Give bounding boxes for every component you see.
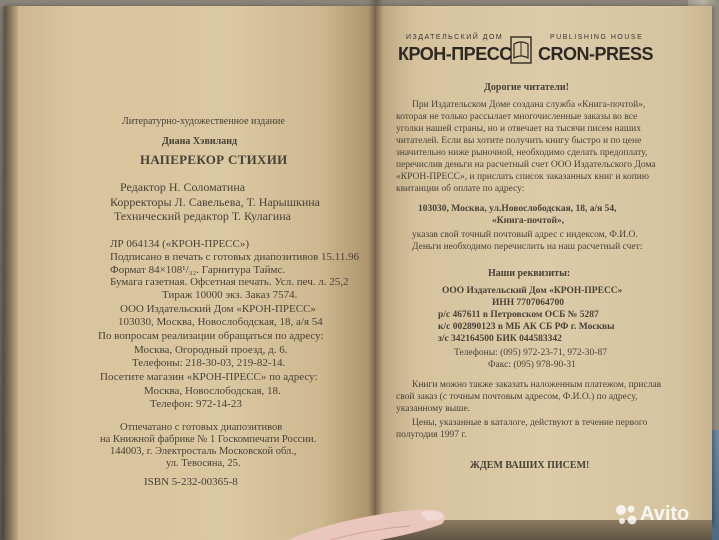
left-line-signed: Подписано в печать с готовых диапозитивов 15.11.96 [110, 251, 360, 263]
left-line-isbn: ISBN 5-232-00365-8 [144, 476, 238, 488]
intro-line-2: которая не только рассылает многочисленные заказы во все [396, 112, 638, 122]
intro-line-6: перечислив деньги на расчетный счет ООО Издательского Дома [396, 160, 656, 170]
left-line-print-run: Тираж 10000 экз. Заказ 7574. [162, 289, 298, 301]
intro-line-7: «КРОН-ПРЕСС», и прислать список заказанных книг и копию [396, 172, 649, 182]
left-line-correctors: Корректоры Л. Савельева, Т. Нарышкина [110, 195, 320, 209]
left-line-printed-from: Отпечатано с готовых диапозитивов [120, 422, 283, 433]
left-line-publisher-address: 103030, Москва, Новослободская, 18, а/я 54 [118, 316, 323, 328]
requisites-line-4: к/с 002890123 в МБ АК СБ РФ г. Москвы [438, 322, 615, 332]
phones-line: Телефоны: (095) 972-23-71, 972-30-87 [454, 348, 607, 358]
logo-small-left: ИЗДАТЕЛЬСКИЙ ДОМ [406, 34, 504, 41]
requisites-line-3: р/с 467611 в Петровском ОСБ № 5287 [438, 310, 599, 320]
intro-line-5: значительно ниже рыночной, необходимо сделать предоплату, [396, 148, 648, 158]
intro-line-8: квитанции об оплате по адресу: [396, 184, 525, 194]
logo-big-right: CRON-PRESS [538, 44, 654, 64]
left-line-printed-city: 144003, г. Электросталь Московской обл., [110, 446, 297, 457]
logo-big-left: КРОН-ПРЕСС [398, 44, 512, 64]
left-line-editor: Редактор Н. Соломатина [120, 180, 246, 194]
left-line-sales-title: По вопросам реализации обращаться по адресу: [98, 330, 324, 342]
address-line-1: 103030, Москва, ул.Новослободская, 18, а/я 54, [418, 204, 617, 214]
requisites-line-5: з/с 342164500 БИК 044583342 [438, 334, 562, 344]
closing-line: ЖДЕМ ВАШИХ ПИСЕМ! [470, 460, 590, 471]
left-line-format: Формат 84×108¹/₃₂. Гарнитура Таймс. [110, 264, 286, 276]
left-line-genre: Литературно-художественное издание [122, 116, 285, 127]
left-page-edge [4, 6, 18, 540]
intro-line-3: уголки нашей страны, но и отвечает на тысячи писем наших [396, 124, 641, 134]
greeting: Дорогие читатели! [484, 82, 569, 93]
order-line-5: полугодия 1997 г. [396, 430, 467, 440]
intro-line-1: При Издательском Доме создана служба «Книга-почтой», [412, 100, 646, 110]
address-line-2: «Книга-почтой», [492, 216, 565, 226]
order-line-4: Цены, указанные в каталоге, действуют в течение первого [412, 418, 648, 428]
order-line-2: свой заказ (с точным почтовым адресом, Ф.И.О.) по адресу, [396, 392, 638, 402]
left-line-title: НАПЕРЕКОР СТИХИИ [140, 152, 288, 167]
left-line-publisher: ООО Издательский Дом «КРОН-ПРЕСС» [120, 303, 316, 315]
left-line-paper: Бумага газетная. Офсетная печать. Усл. печ. л. 25,2 [110, 276, 349, 288]
left-line-license: ЛР 064134 («КРОН-ПРЕСС») [110, 238, 249, 250]
left-line-sales-address: Москва, Огородный проезд, д. 6. [134, 344, 288, 356]
left-line-author: Диана Хэвиланд [162, 136, 238, 147]
requisites-title: Наши реквизиты: [488, 268, 571, 279]
requisites-line-2: ИНН 7707064700 [492, 298, 565, 308]
left-line-tech-editor: Технический редактор Т. Кулагина [114, 209, 292, 223]
requisites-line-1: ООО Издательский Дом «КРОН-ПРЕСС» [442, 286, 623, 296]
intro-line-4: читателей. Если вы хотите получить книгу быстро и по цене [396, 136, 642, 146]
book-logo-icon [510, 36, 532, 64]
left-line-shop-address: Москва, Новослободская, 18. [144, 385, 281, 397]
avito-watermark: Avito [640, 503, 690, 525]
left-line-printed-factory: на Книжной фабрике № 1 Госкомпечати России. [100, 434, 317, 445]
hand-finger [270, 488, 450, 540]
left-line-printed-street: ул. Тевосяна, 25. [166, 458, 241, 469]
logo-small-right: PUBLISHING HOUSE [550, 34, 644, 41]
order-line-1: Книги можно также заказать наложенным платежом, прислав [412, 380, 662, 390]
note-line-1: указав свой точный почтовый адрес с индексом, Ф.И.О. [412, 230, 638, 240]
publisher-logo [398, 34, 658, 70]
fax-line: Факс: (095) 978-90-31 [488, 360, 576, 370]
left-line-shop-phone: Телефон: 972-14-23 [150, 398, 242, 410]
book-spine [368, 0, 384, 540]
left-line-shop-title: Посетите магазин «КРОН-ПРЕСС» по адресу: [100, 371, 318, 383]
left-line-sales-phones: Телефоны: 218-30-03, 219-82-14. [132, 357, 286, 369]
order-line-3: указанному выше. [396, 404, 471, 414]
note-line-2: Деньги необходимо перечислить на наш расчетный счет: [412, 242, 643, 252]
